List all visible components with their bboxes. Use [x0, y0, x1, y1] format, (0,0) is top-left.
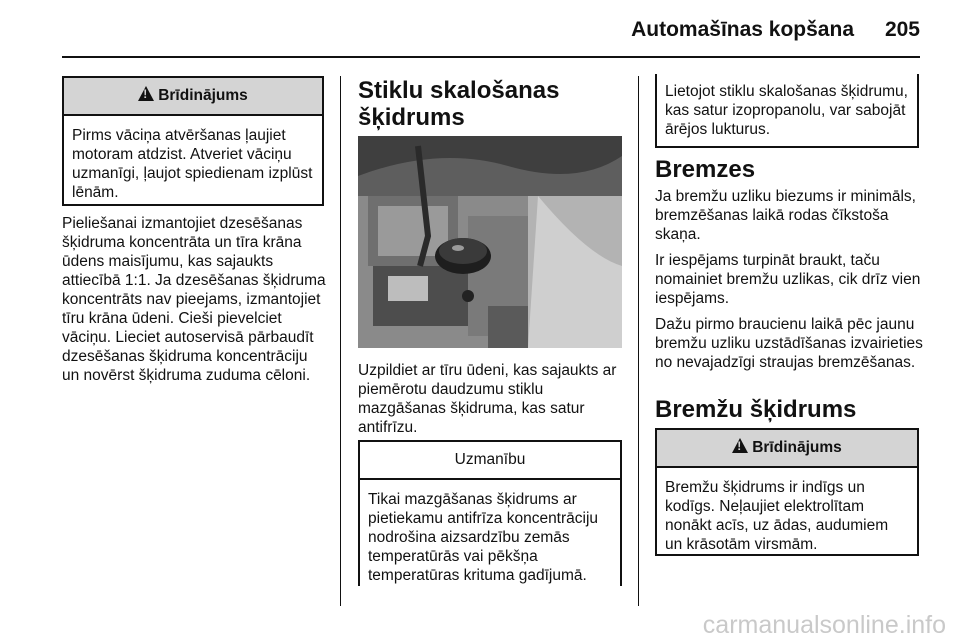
warning-box-text: Pirms vāciņa atvēršanas ļaujiet motoram atdzist. Atveriet vāciņu uzmanīgi, ļaujot spiedienam izplūst lēnām.	[72, 127, 313, 201]
washer-fluid-paragraph-text: Uzpildiet ar tīru ūdeni, kas sajaukts ar piemērotu daudzumu stiklu mazgāšanas šķidruma, kas satur antifrīzu.	[358, 362, 617, 436]
warning-box-header	[657, 430, 917, 468]
washer-caution-box	[358, 440, 622, 586]
coolant-warning-box	[62, 76, 324, 206]
brakes-paragraph-3: Dažu pirmo braucienu laikā pēc jaunu bremžu uzliku uzstādīšanas izvairieties no nevajadzīgi straujas bremzēšanas.	[655, 316, 923, 371]
brake-fluid-heading: Bremžu šķidrums	[655, 396, 857, 423]
coolant-paragraph-text: Pieliešanai izmantojiet dzesēšanas šķidruma koncentrāta un tīra krāna ūdens maisījumu, kas sajaukts attiecībā 1:1. Ja dzesēšanas šķidruma koncentrāts nav pieejams, izmantojiet tīru krāna ūdeni. Cieši pievelciet vāciņu. Lieciet autoservisā pārbaudīt dzesēšanas šķidruma koncentrāciju un novērst šķidruma zuduma cēloni.	[62, 215, 326, 384]
continued-caution-text: Lietojot stiklu skalošanas šķidrumu, kas satur izopropanolu, var sabojāt ārējos lukturus.	[665, 83, 908, 138]
page-header-title: Automašīnas kopšana	[631, 18, 854, 41]
warning-triangle-icon	[732, 438, 748, 453]
coolant-paragraph	[62, 214, 328, 392]
caution-box-header	[360, 442, 620, 480]
warning-box-title: Brīdinājums	[752, 439, 842, 456]
brakes-paragraph-1: Ja bremžu uzliku biezums ir minimāls, bremzēšanas laikā rodas čīkstoša skaņa.	[655, 188, 916, 243]
column-divider-left	[340, 76, 341, 606]
warning-box-header	[64, 78, 322, 116]
caution-box-text: Tikai mazgāšanas šķidrums ar pietiekamu antifrīza koncentrāciju nodrošina aizsardzību zemās temperatūrās vai pēkšņa temperatūras krituma gadījumā.	[368, 491, 599, 584]
column-divider-right	[638, 76, 639, 606]
washer-reservoir-photo	[358, 136, 622, 348]
warning-triangle-icon	[138, 86, 154, 101]
washer-fluid-paragraph	[358, 361, 626, 444]
header-rule	[62, 56, 920, 58]
page-number: 205	[884, 18, 920, 41]
warning-box-text: Bremžu šķidrums ir indīgs un kodīgs. Neļaujiet elektrolītam nonākt acīs, uz ādas, audumiem un krāsotām virsmām.	[665, 479, 889, 553]
continued-caution-box	[655, 74, 919, 148]
caution-box-title: Uzmanību	[454, 451, 526, 468]
watermark: carmanualsonline.info	[702, 611, 946, 639]
warning-box-title: Brīdinājums	[158, 87, 248, 104]
brake-fluid-warning-box	[655, 428, 919, 556]
washer-fluid-heading: Stiklu skalošanas šķidrums	[358, 77, 560, 131]
brakes-section	[655, 187, 925, 379]
brakes-heading: Bremzes	[655, 156, 756, 183]
brakes-paragraph-2: Ir iespējams turpināt braukt, taču nomainiet bremžu uzlikas, cik drīz vien iespējams.	[655, 252, 921, 307]
